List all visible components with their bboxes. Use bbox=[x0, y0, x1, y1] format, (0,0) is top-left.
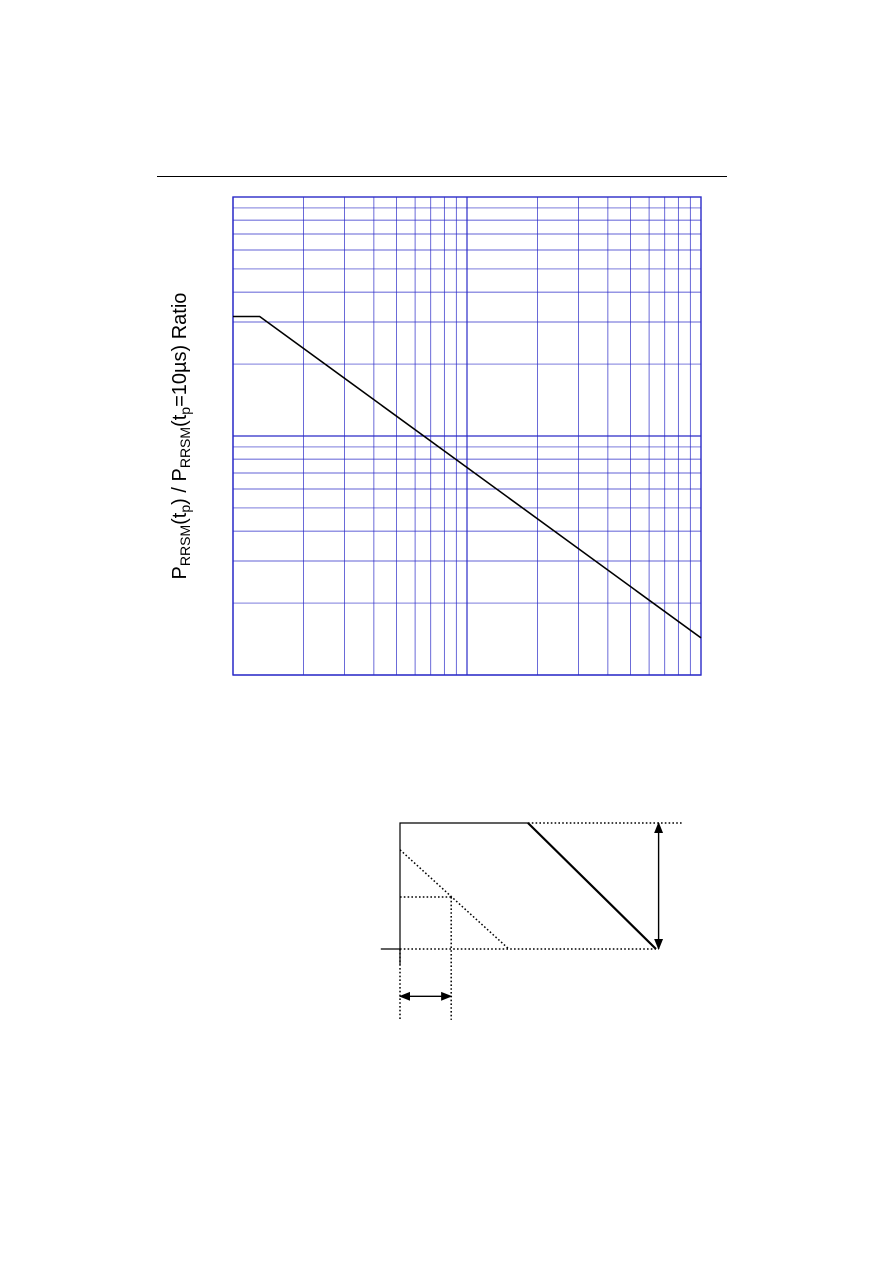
y-axis-label-part: ) / P bbox=[169, 468, 191, 505]
y-axis-label-part: =10µs) Ratio bbox=[169, 292, 191, 407]
pulse-definition-diagram bbox=[381, 823, 682, 1020]
y-axis-label-part: P bbox=[169, 566, 191, 580]
y-axis-label-part: p bbox=[177, 406, 193, 415]
diagram-solid-line bbox=[400, 823, 528, 965]
y-axis-label-part: RRSM bbox=[177, 426, 193, 469]
ratio-vs-pulse-width-chart bbox=[169, 197, 701, 675]
y-axis-label-part: (t bbox=[169, 512, 191, 525]
y-axis-label-part: RRSM bbox=[177, 524, 193, 567]
y-axis-label bbox=[169, 293, 193, 580]
chart-grid bbox=[233, 197, 701, 675]
diagram-dotted-line bbox=[400, 850, 509, 949]
y-axis-label-part: (t bbox=[169, 414, 191, 427]
y-axis-label-part: p bbox=[177, 504, 193, 513]
diagram-pulse-edge bbox=[528, 823, 656, 949]
